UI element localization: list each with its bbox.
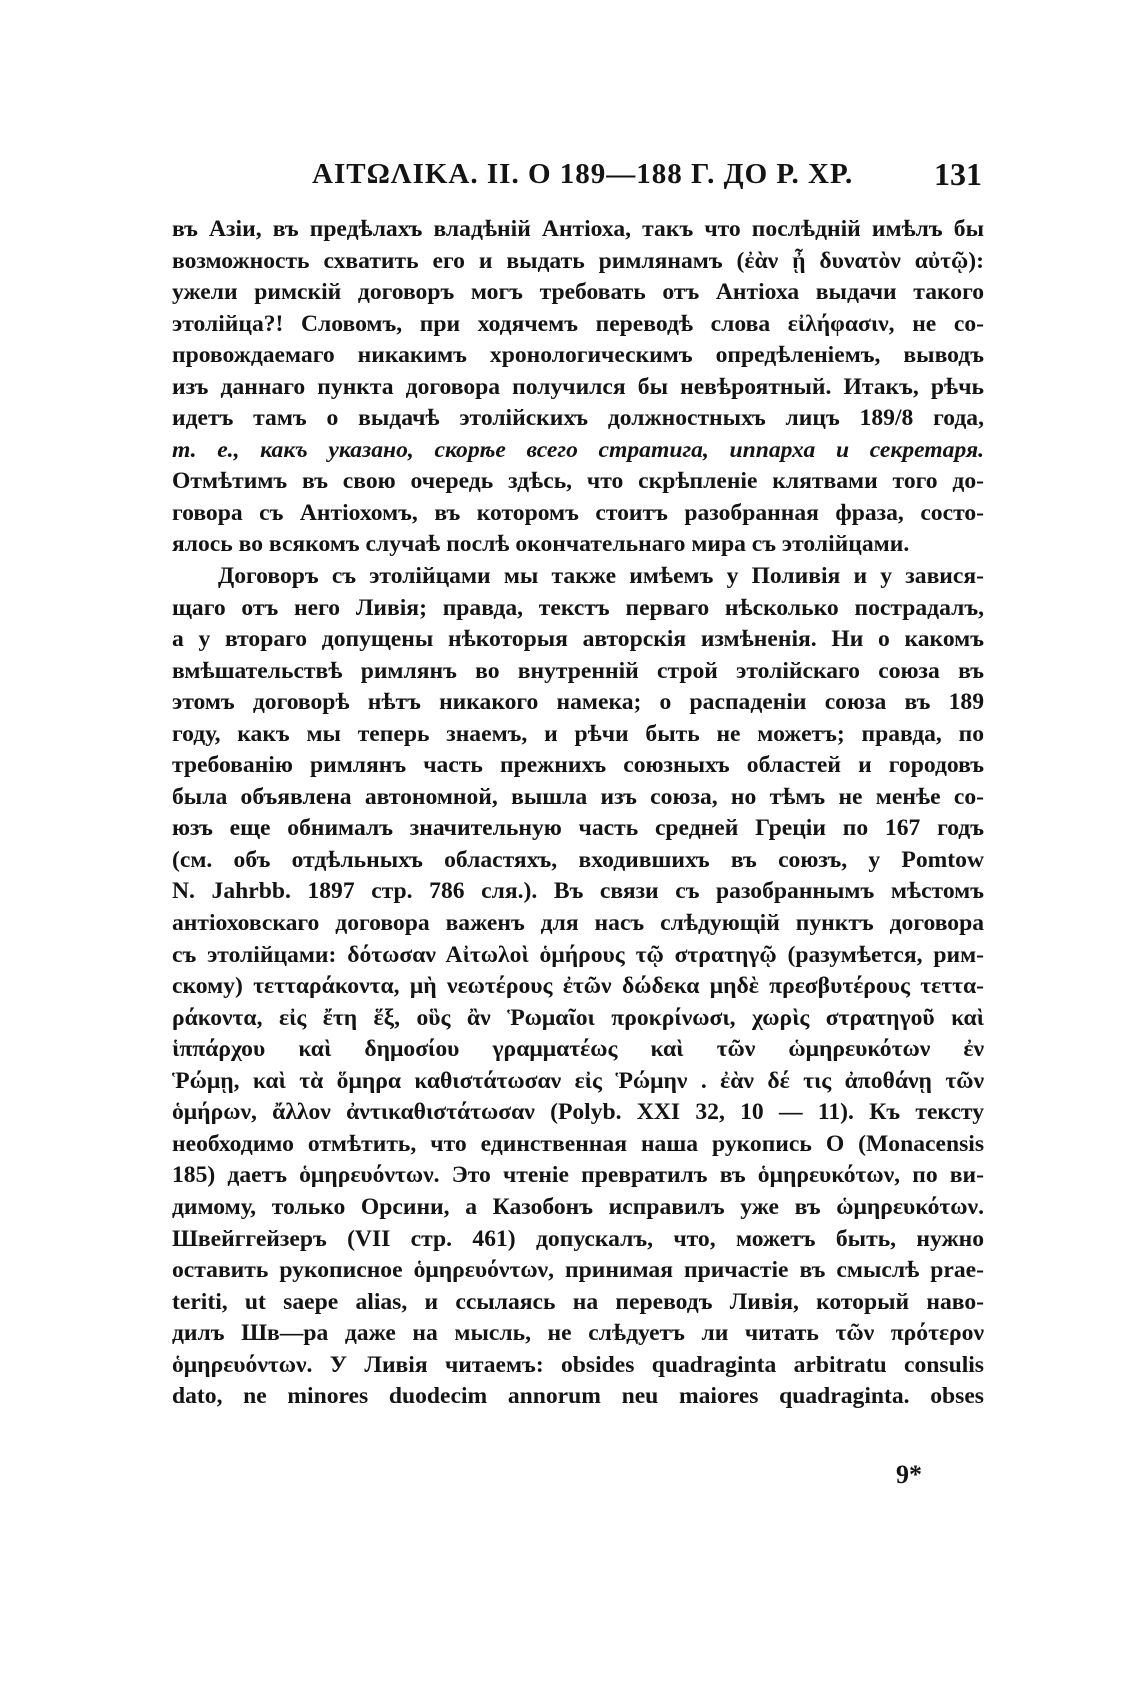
text-line: ράκοντα, εἰς ἔτη ἕξ, οὓς ἂν Ῥωμαῖοι προκρίνωσι, χωρὶς στρατηγοῦ καὶ: [172, 1004, 984, 1031]
text-line: щаго отъ него Ливія; правда, текстъ перваго нѣсколько пострадалъ,: [172, 594, 984, 621]
text-line: была объявлена автономной, вышла изъ союза, но тѣмъ не менѣе со-: [172, 783, 984, 810]
text-line: возможность схватить его и выдать римлянамъ (ἐὰν ᾖ δυνατὸν αὐτῷ):: [172, 247, 984, 274]
text-line: teriti, ut saepe alias, и ссылаясь на переводъ Ливія, который наво-: [172, 1288, 984, 1315]
signature-mark: 9*: [896, 1460, 922, 1489]
text-line: ὁμηρευόντων. У Ливія читаемъ: obsides quadraginta arbitratu consulis: [172, 1351, 984, 1378]
text-line: оставить рукописное ὁμηρευόντων, принимая причастіе въ смыслѣ prae-: [172, 1257, 984, 1284]
text-line: т. е., какъ указано, скорѣе всего стратига, иппарха и секретаря.: [172, 436, 984, 463]
text-line: году, какъ мы теперь знаемъ, и рѣчи быть не можетъ; правда, по: [172, 720, 984, 747]
running-title: AITΩΛIKA. II. O 189—188 Г. ДО Р. ХР.: [312, 158, 854, 190]
body-text: [172, 214, 984, 1413]
text-line: въ Азіи, въ предѣлахъ владѣній Антіоха, такъ что послѣдній имѣлъ бы: [172, 216, 984, 242]
text-line: этомъ договорѣ нѣтъ никакого намека; о распаденіи союза въ 189: [172, 689, 984, 716]
text-line: N. Jahrbb. 1897 стр. 786 сля.). Въ связи съ разобраннымъ мѣстомъ: [172, 878, 984, 905]
text-line: скому) τετταράκοντα, μὴ νεωτέρους ἐτῶν δώδεκα μηδὲ πρεσβυτέρους τεττα-: [172, 973, 984, 1000]
text-line: Швейггейзеръ (VII стр. 461) допускалъ, что, можетъ быть, нужно: [172, 1225, 984, 1252]
text-line: съ этолійцами: δότωσαν Αἰτωλοὶ ὁμήρους τῷ στρατηγῷ (разумѣется, рим-: [172, 941, 984, 968]
text-line: юзъ еще обнималъ значительную часть средней Греціи по 167 годъ: [172, 815, 984, 842]
text-line: провождаемаго никакимъ хронологическимъ опредѣленіемъ, выводъ: [172, 342, 984, 369]
text-line: вмѣшательствѣ римлянъ во внутренній строй этолійскаго союза въ: [172, 657, 984, 684]
text-line: ялось во всякомъ случаѣ послѣ окончательнаго мира съ этолійцами.: [172, 531, 910, 558]
text-line: димому, только Орсини, а Казобонъ исправилъ уже въ ὡμηρευκότων.: [172, 1193, 984, 1220]
text-line: дилъ Шв—ра даже на мысль, не слѣдуетъ ли читать τῶν πρότερον: [172, 1320, 984, 1347]
text-line: говора съ Антіохомъ, въ которомъ стоитъ разобранная фраза, состо-: [172, 499, 984, 526]
text-line: антіоховскаго договора важенъ для насъ слѣдующій пунктъ договора: [172, 910, 984, 937]
text-line: 185) даетъ ὁμηρευόντων. Это чтеніе превратилъ въ ὁμηρευκότων, по ви-: [172, 1162, 984, 1189]
text-line: требованію римлянъ часть прежнихъ союзныхъ областей и городовъ: [172, 752, 984, 779]
text-line: Отмѣтимъ въ свою очередь здѣсь, что скрѣпленіе клятвами того до-: [172, 468, 984, 495]
text-line: этолійца?! Словомъ, при ходячемъ переводѣ слова εἰλήφασιν, не со-: [172, 310, 984, 337]
text-line: идетъ тамъ о выдачѣ этолійскихъ должностныхъ лицъ 189/8 года,: [172, 405, 984, 432]
text-line: ὁμήρων, ἄλλον ἀντικαθιστάτωσαν (Polyb. XXI 32, 10 — 11). Къ тексту: [172, 1099, 984, 1126]
text-line: изъ даннаго пункта договора получился бы невѣроятный. Итакъ, рѣчь: [172, 373, 984, 400]
running-header: [312, 158, 982, 198]
text-line: dato, ne minores duodecim annorum neu maiores quadraginta. obses: [172, 1383, 984, 1410]
text-line: а у втораго допущены нѣкоторыя авторскія измѣненія. Ни о какомъ: [172, 626, 984, 653]
text-line: Договоръ съ этолійцами мы также имѣемъ у Поливія и у завися-: [218, 563, 984, 590]
text-line: ужели римскій договоръ могъ требовать отъ Антіоха выдачи такого: [172, 279, 984, 306]
text-line: ἱππάρχου καὶ δημοσίου γραμματέως καὶ τῶν ὡμηρευκότων ἐν: [172, 1036, 984, 1063]
text-line: Ῥώμῃ, καὶ τὰ ὅμηρα καθιστάτωσαν εἰς Ῥώμην . ἐὰν δέ τις ἀποθάνῃ τῶν: [172, 1067, 984, 1094]
text-line: необходимо отмѣтить, что единственная наша рукопись О (Monacensis: [172, 1130, 984, 1157]
page-number: 131: [934, 156, 982, 192]
text-line: (см. объ отдѣльныхъ областяхъ, входившихъ въ союзъ, у Pomtow: [172, 846, 984, 873]
